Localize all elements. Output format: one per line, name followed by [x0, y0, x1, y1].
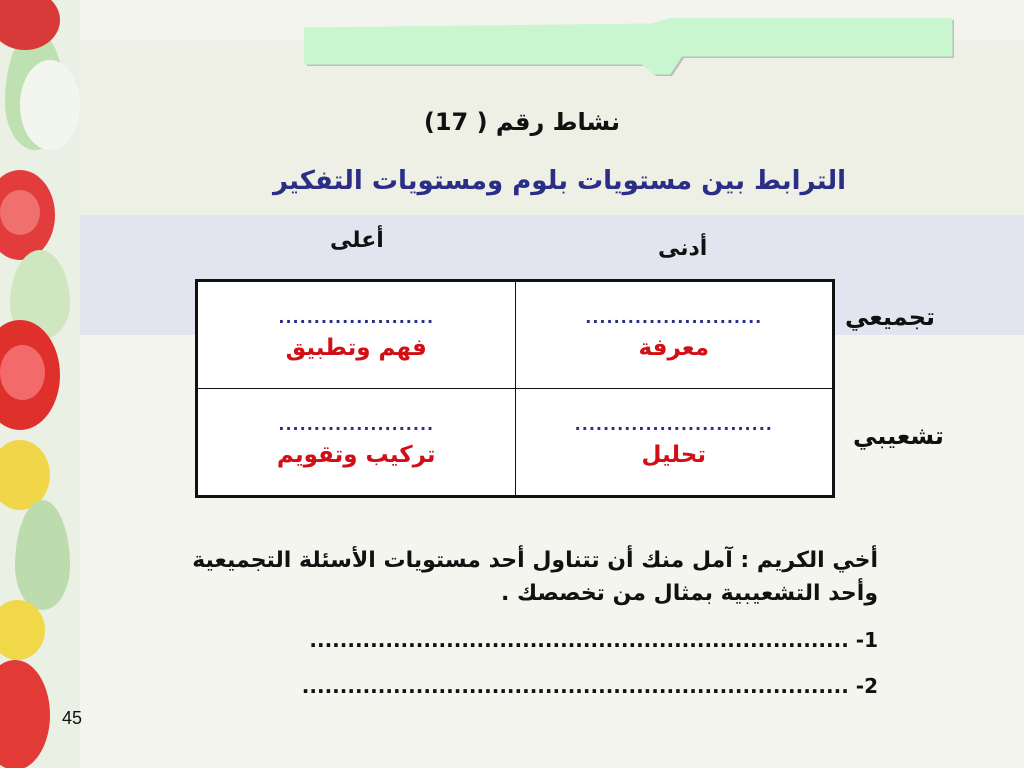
fill-in-dots: ...................... [278, 415, 435, 434]
fill-in-dots: ............................ [574, 415, 773, 434]
activity-subtitle: الترابط بين مستويات بلوم ومستويات التفكير [272, 166, 846, 196]
table-row [197, 389, 834, 497]
activity-title: نشاط رقم ( 17) [423, 108, 620, 136]
row-label-convergent: تجميعي [845, 303, 936, 331]
answer-line-2: 2- ........................................................................ [301, 674, 878, 698]
column-label-lower: أدنى [658, 236, 708, 261]
table-cell [197, 281, 516, 389]
flower-decoration [0, 0, 83, 768]
cell-answer: تحليل [641, 442, 707, 468]
page-number: 45 [62, 708, 83, 728]
table-cell [515, 281, 834, 389]
cell-answer: معرفة [638, 335, 710, 361]
table-cell [515, 389, 834, 497]
row-label-divergent: تشعيبي [853, 422, 944, 450]
fill-in-dots: ......................... [585, 308, 763, 327]
bloom-table [195, 279, 835, 498]
table-cell [197, 389, 516, 497]
instruction-text: أخي الكريم : آمل منك أن تتناول أحد مستويات الأسئلة التجميعية وأحد التشعيبية بمثال من تخصصك . [192, 548, 878, 606]
table-row [197, 281, 834, 389]
column-label-higher: أعلى [330, 228, 384, 253]
cell-answer: تركيب وتقويم [276, 442, 436, 468]
banner-shape [304, 18, 958, 78]
cell-answer: فهم وتطبيق [285, 335, 427, 361]
fill-in-dots: ...................... [278, 308, 435, 327]
answer-line-1: 1- ....................................................................... [309, 628, 878, 652]
